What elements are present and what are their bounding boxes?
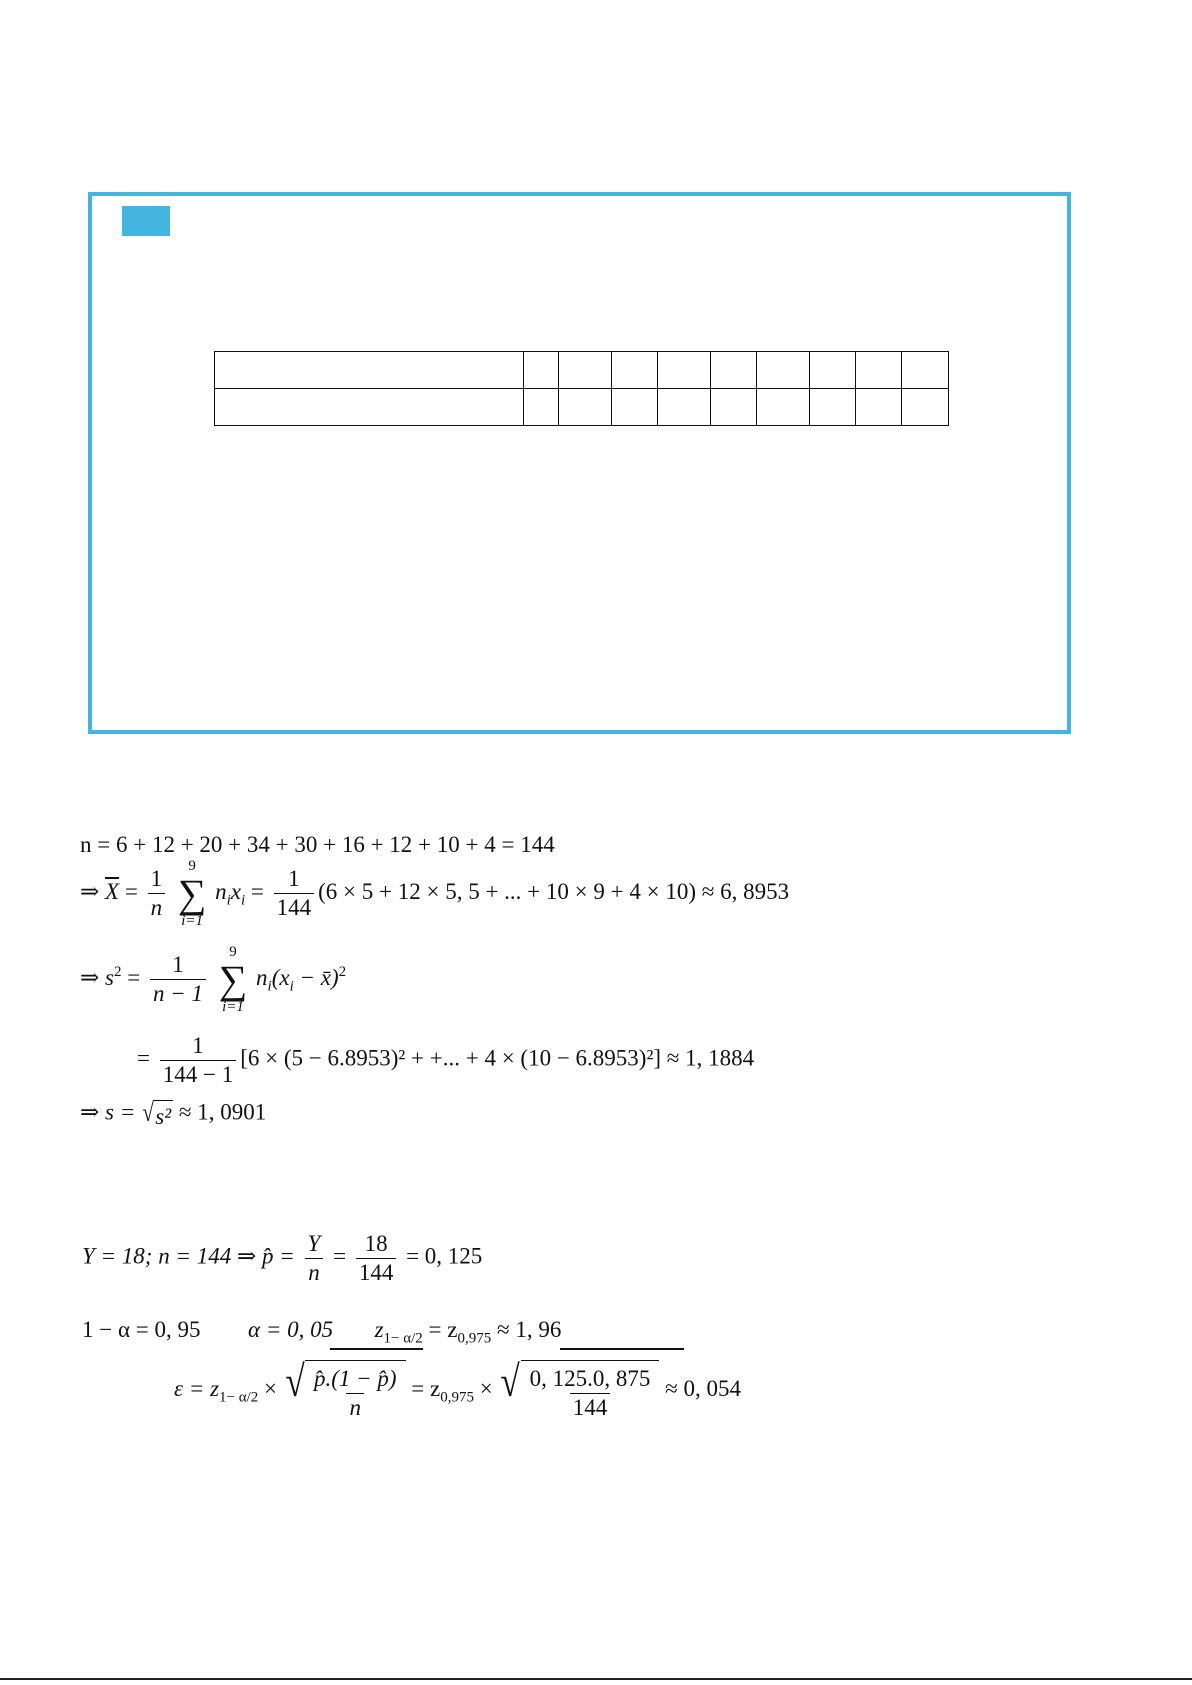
table-header-cell	[215, 389, 524, 426]
equals-sign: =	[250, 878, 264, 904]
implies-arrow: ⇒	[80, 964, 100, 990]
table-cell	[711, 352, 757, 389]
fraction-1-over-143	[160, 1032, 236, 1088]
term-x: (x	[271, 964, 290, 990]
fraction-1-over-n	[148, 865, 166, 921]
radical-bar	[560, 1348, 684, 1350]
z-subscript: 1− α/2	[219, 1389, 259, 1406]
radical-bar	[330, 1348, 423, 1350]
implies-arrow: ⇒	[80, 878, 100, 904]
mean-symbol: $\overline{X}$	[105, 878, 120, 904]
exponent: 2	[113, 964, 122, 981]
summand-x-sub: i	[240, 892, 246, 909]
numerator: 1	[192, 1033, 204, 1058]
sqrt-symbol: √ s²	[142, 1098, 172, 1129]
table-cell	[658, 389, 711, 426]
denominator: n	[308, 1259, 320, 1285]
table-cell	[902, 352, 949, 389]
variance-expansion: [6 × (5 − 6.8953)² + +... + 4 × (10 − 6.8953)²] ≈ 1, 1884	[240, 1045, 755, 1071]
table-cell	[757, 352, 810, 389]
denominator: 144	[570, 1393, 611, 1422]
variance-symbol: s	[105, 964, 114, 990]
z-symbol: z	[374, 1317, 384, 1342]
sigma-symbol: ∑	[177, 870, 207, 916]
frequency-table	[214, 351, 949, 426]
std-dev-value: ≈ 1, 0901	[178, 1099, 267, 1125]
term-x-sub: i	[289, 978, 294, 995]
term-n-sub: i	[267, 978, 272, 995]
table-cell	[524, 352, 559, 389]
fraction-Y-over-n	[305, 1230, 324, 1286]
equals-sign: =	[333, 1243, 347, 1269]
summand-n: n	[215, 878, 227, 904]
table-cell	[559, 389, 612, 426]
equals-sign: =	[124, 878, 138, 904]
table-header-cell	[215, 352, 524, 389]
margin-of-error-line	[174, 1357, 741, 1421]
fraction-18-over-144	[356, 1230, 397, 1286]
sample-size-text: n = 6 + 12 + 20 + 34 + 30 + 16 + 12 + 10 + 4 = 144	[80, 832, 555, 857]
summation	[178, 858, 207, 929]
sum-lower-limit: i=1	[181, 912, 203, 929]
times-sign: ×	[264, 1375, 278, 1401]
alpha-value: α = 0, 05	[248, 1317, 334, 1342]
table-row	[215, 352, 949, 389]
denominator: 144	[356, 1258, 397, 1287]
numerator: 18	[364, 1231, 388, 1256]
radicand: s²	[155, 1104, 172, 1129]
denominator: 144 − 1	[160, 1060, 236, 1089]
times-sign: ×	[479, 1375, 493, 1401]
variance-line	[80, 944, 346, 1015]
term-n: n	[256, 964, 268, 990]
table-cell	[559, 352, 612, 389]
mean-expansion: (6 × 5 + 12 × 5, 5 + ... + 10 × 9 + 4 × 10) ≈ 6, 8953	[318, 878, 790, 904]
implies-arrow: ⇒	[80, 1099, 100, 1125]
variance-expansion-line	[137, 1032, 754, 1088]
sqrt-symbol: √ $\frac{0, 125.0, 875}{144}$	[498, 1360, 659, 1421]
z-subscript: 1− α/2	[383, 1330, 423, 1347]
z-quantile-subscript: 0,975	[457, 1330, 492, 1347]
summand-x: x	[230, 878, 241, 904]
fraction-p-variance	[311, 1365, 400, 1421]
numerator: 1	[172, 952, 184, 978]
table-cell	[810, 352, 856, 389]
z-quantile-subscript: 0,975	[440, 1389, 474, 1406]
sum-upper-limit: 9	[188, 858, 196, 874]
denominator: n − 1	[152, 981, 203, 1006]
numerator: 1	[150, 866, 163, 892]
numerator: Y	[307, 1231, 321, 1256]
table-cell	[856, 389, 902, 426]
table-cell	[612, 352, 658, 389]
confidence-level: 1 − α = 0, 95	[82, 1317, 201, 1342]
fraction-1-over-n-minus-1	[150, 951, 206, 1007]
table-cell	[810, 389, 856, 426]
table-cell	[524, 389, 559, 426]
equals-sign: =	[127, 964, 141, 990]
sum-lower-limit: i=1	[222, 998, 244, 1015]
equals-sign: =	[137, 1045, 150, 1071]
denominator: 144	[274, 893, 315, 922]
proportion-estimate-lhs: Y = 18; n = 144 ⇒ p̂ =	[82, 1243, 295, 1269]
denominator: n	[349, 1394, 361, 1420]
numerator: 1	[288, 866, 300, 892]
sum-upper-limit: 9	[229, 944, 237, 960]
sqrt-symbol: √ $\frac{p̂.(1 - p̂)}{n}$	[283, 1360, 406, 1421]
std-dev-line	[80, 1100, 266, 1128]
fraction-numeric	[527, 1365, 654, 1421]
problem-number-tag	[122, 206, 170, 236]
table-cell	[856, 352, 902, 389]
epsilon-symbol: ε = z	[174, 1375, 220, 1401]
term-minus-mean: − x̄)	[293, 964, 339, 990]
confidence-level-line	[82, 1318, 561, 1347]
z-value: ≈ 1, 96	[496, 1317, 562, 1342]
denominator: n	[150, 895, 163, 920]
exponent: 2	[338, 964, 347, 981]
table-cell	[711, 389, 757, 426]
problem-box	[88, 192, 1071, 734]
std-dev-symbol: s =	[105, 1099, 136, 1125]
sample-size-line	[80, 833, 555, 856]
sigma-symbol: ∑	[218, 956, 248, 1002]
summand-n-sub: i	[226, 892, 231, 909]
table-cell	[658, 352, 711, 389]
table-row	[215, 389, 949, 426]
summation	[219, 944, 248, 1015]
mean-line	[80, 858, 789, 929]
fraction-1-over-144	[274, 865, 315, 921]
page-bottom-rule	[0, 1678, 1192, 1680]
table-cell	[612, 389, 658, 426]
proportion-line	[82, 1230, 482, 1286]
margin-of-error-value: ≈ 0, 054	[665, 1375, 741, 1401]
numerator: p̂.(1 − p̂)	[313, 1366, 397, 1391]
proportion-value: = 0, 125	[406, 1243, 483, 1269]
table-cell	[757, 389, 810, 426]
table-cell	[902, 389, 949, 426]
numerator: 0, 125.0, 875	[529, 1366, 651, 1391]
z-equals: = z	[428, 1317, 458, 1342]
z-equals: = z	[411, 1375, 441, 1401]
